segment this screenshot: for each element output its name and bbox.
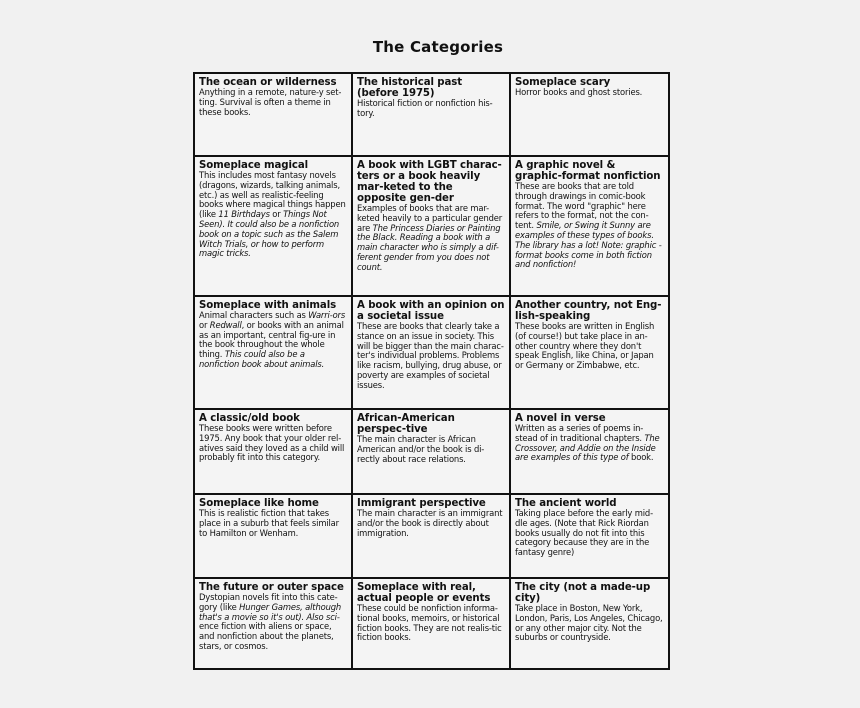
category-description — [357, 99, 505, 119]
description-text: Dystopian novels fit into this cate-gory (like — [199, 592, 338, 612]
description-text: Historical fiction or nonfiction his-tory. — [357, 98, 493, 118]
category-title: A classic/old book — [199, 413, 300, 424]
description-text: These are books that are told through drawings in comic-book format. The word "graphic" here refers to the format, not the con-tent. — [515, 181, 649, 231]
category-description — [357, 322, 505, 391]
category-cell — [352, 296, 510, 409]
table-row — [194, 296, 669, 409]
category-cell — [194, 73, 352, 156]
table-row — [194, 409, 669, 494]
category-title: Immigrant perspective — [357, 498, 486, 509]
category-title: A graphic novel & graphic-format nonfiction — [515, 160, 661, 182]
category-description — [515, 424, 664, 463]
category-cell — [194, 494, 352, 578]
category-title: Someplace like home — [199, 498, 319, 509]
category-description — [357, 435, 505, 464]
description-text: These books were written before 1975. Any book that your older rel-atives said they loved as a child will probably fit into this category. — [199, 423, 345, 463]
description-text: Horror books and ghost stories. — [515, 87, 643, 97]
description-text: Taking place before the early mid-dle ages. (Note that Rick Riordan books usually do not fit into this category because they are in the fantasy genre) — [515, 508, 653, 558]
category-description — [199, 171, 347, 259]
description-italic-text: Hunger Games, although that's a movie so it's out). Also sci- — [199, 601, 342, 622]
category-description — [515, 322, 664, 371]
description-text: Anything in a remote, nature-y set-ting. Survival is often a theme in these books. — [199, 87, 342, 117]
category-title: Another country, not Eng-lish-speaking — [515, 300, 662, 322]
category-cell — [352, 409, 510, 494]
table-row — [194, 73, 669, 156]
category-cell — [194, 296, 352, 409]
category-title: The city (not a made-up city) — [515, 582, 651, 604]
category-description — [357, 604, 505, 643]
category-title: Someplace with animals — [199, 300, 337, 311]
description-italic-text: Smile, or Swing it Sunny are examples of these types of books. The library has a lot! Note: graphic -format books come in both fiction and nonfiction! — [515, 220, 662, 270]
page-title: The Categories — [372, 38, 504, 56]
category-cell — [194, 409, 352, 494]
category-description — [199, 593, 347, 652]
description-text: Animal characters such as — [199, 310, 309, 320]
category-cell — [352, 73, 510, 156]
category-description — [199, 311, 347, 370]
category-description — [515, 509, 664, 558]
description-italic-text: This could also be a nonfiction book about animals. — [199, 349, 325, 369]
description-text: The main character is African American and/or the book is di-rectly about race relations. — [357, 434, 485, 464]
category-description — [199, 509, 347, 538]
category-title: The historical past (before 1975) — [357, 77, 463, 99]
description-text: Take place in Boston, New York, London, Paris, Los Angeles, Chicago, or any other major city. Not the suburbs or countryside. — [515, 603, 663, 643]
category-title: Someplace magical — [199, 160, 308, 171]
category-cell — [352, 156, 510, 296]
category-description — [515, 604, 664, 643]
category-cell — [352, 494, 510, 578]
category-title: African-American perspec-tive — [357, 413, 455, 435]
category-title: A novel in verse — [515, 413, 606, 424]
category-cell — [510, 296, 669, 409]
category-description — [199, 424, 347, 463]
category-title: A book with an opinion on a societal issue — [357, 300, 505, 322]
category-cell — [510, 409, 669, 494]
description-italic-text: The Princess Diaries or Painting the Black. Reading a book with a main character who is simply a dif-ferent gender from you does not count. — [357, 222, 501, 272]
category-description — [357, 509, 505, 538]
description-italic-text: 11 Birthdays — [218, 209, 270, 220]
description-italic-text: Redwall — [209, 319, 242, 330]
category-cell — [510, 494, 669, 578]
category-description — [199, 88, 347, 117]
description-italic-text: The Crossover, and Addie on the Inside are examples of this type of — [515, 432, 660, 463]
description-text: or — [269, 209, 284, 220]
description-text: These are books that clearly take a stance on an issue in society. This will be bigger than the main charac-ter's individual problems. Problems like racism, bullying, drug abuse, or poverty are examples of societal issues. — [357, 321, 504, 390]
description-italic-text: Warri-ors — [308, 310, 346, 320]
category-title: A book with LGBT charac-ters or a book heavily mar-keted to the opposite gen-der — [357, 160, 502, 204]
category-description — [515, 182, 664, 270]
category-title: Someplace scary — [515, 77, 611, 88]
description-text: These could be nonfiction informa-tional books, memoirs, or historical fiction books. They are not realis-tic fiction books. — [357, 603, 502, 643]
category-cell — [510, 156, 669, 296]
table-row — [194, 494, 669, 578]
description-text: or — [199, 319, 210, 330]
description-text: Examples of books that are mar-keted heavily to a particular gender are — [357, 203, 503, 233]
category-cell — [510, 578, 669, 669]
description-text: The main character is an immigrant and/or the book is directly about immigration. — [357, 508, 503, 538]
table-row — [194, 578, 669, 669]
description-italic-text: Things Not Seen). It could also be a nonfiction book on a topic such as the Salem Witch Trials, or how to perform magic tricks. — [199, 209, 340, 259]
category-title: The ancient world — [515, 498, 617, 509]
category-title: The ocean or wilderness — [199, 77, 337, 88]
category-cell — [352, 578, 510, 669]
category-cell — [510, 73, 669, 156]
category-description — [357, 204, 505, 273]
table-row — [194, 156, 669, 296]
categories-table-body — [194, 73, 669, 669]
description-text: ence fiction with aliens or space, and nonfiction about the planets, stars, or cosmos. — [199, 621, 334, 651]
category-cell — [194, 156, 352, 296]
description-text: , or books with an animal as an important, central fig-ure in the book throughout the whole thing. — [199, 319, 344, 360]
category-description — [515, 88, 664, 98]
description-text: This includes most fantasy novels (dragons, wizards, talking animals, etc.) as well as realistic-feeling books where magical things happen (like — [199, 170, 346, 220]
category-cell — [194, 578, 352, 669]
description-text: These books are written in English (of course!) but take place in an-other country where they don't speak English, like China, or Japan or Germany or Zimbabwe, etc. — [515, 321, 655, 371]
description-text: book. — [628, 452, 654, 463]
category-title: Someplace with real, actual people or events — [357, 582, 491, 604]
category-title: The future or outer space — [199, 582, 344, 593]
categories-table — [193, 72, 670, 670]
description-text: This is realistic fiction that takes place in a suburb that feels similar to Hamilton or Wenham. — [199, 508, 339, 538]
description-text: Written as a series of poems in-stead of in traditional chapters. — [515, 423, 645, 443]
